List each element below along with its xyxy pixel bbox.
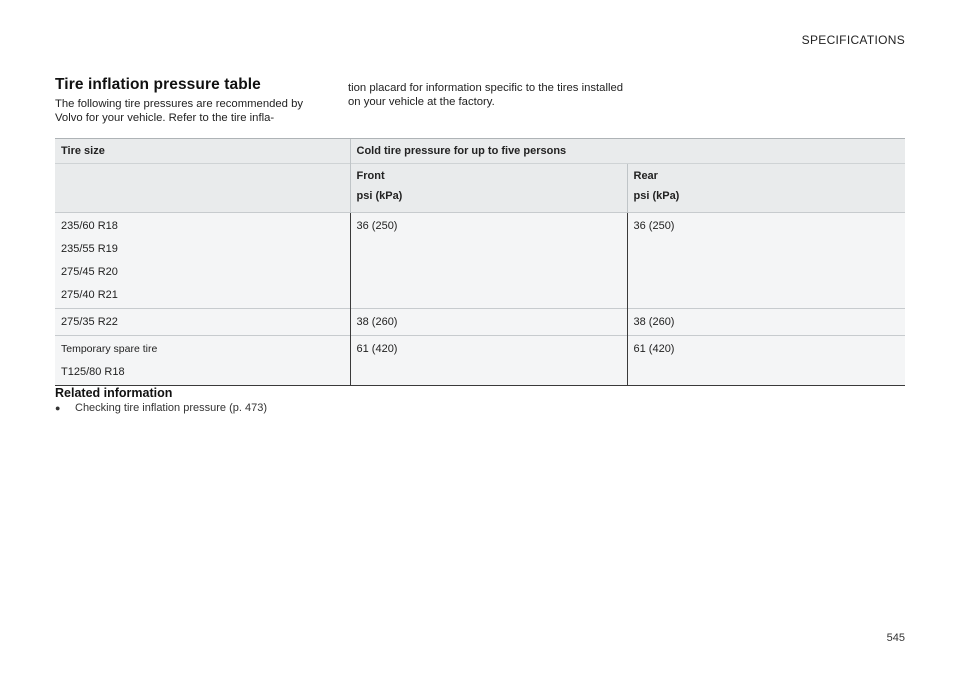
related-link-item[interactable]	[55, 402, 455, 414]
tire-size: T125/80 R18	[61, 366, 125, 378]
related-link[interactable]: Checking tire inflation pressure (p. 473)	[75, 402, 267, 414]
related-title: Related information	[55, 386, 173, 400]
table-row	[55, 336, 905, 386]
table-header-row	[55, 139, 905, 164]
table-row	[55, 309, 905, 336]
front-label: Front	[356, 170, 385, 182]
tire-size: 235/55 R19	[61, 243, 118, 255]
rear-unit: psi (kPa)	[633, 190, 680, 202]
bullet-icon: ●	[55, 403, 61, 413]
front-pressure-cell: 38 (260)	[350, 309, 627, 336]
front-pressure-cell: 61 (420)	[350, 336, 627, 386]
section-title: Tire inflation pressure table	[55, 76, 261, 93]
header-front	[350, 164, 627, 213]
tire-size: 275/40 R21	[61, 289, 118, 301]
front-pressure-cell: 36 (250)	[350, 213, 627, 309]
rear-pressure-cell: 36 (250)	[627, 213, 905, 309]
intro-left-column	[55, 76, 325, 125]
rear-pressure-cell: 38 (260)	[627, 309, 905, 336]
tire-size-cell	[55, 309, 350, 336]
running-head: SPECIFICATIONS	[801, 33, 905, 47]
header-empty-cell	[55, 164, 350, 213]
rear-label: Rear	[633, 170, 658, 182]
header-rear	[627, 164, 905, 213]
front-unit: psi (kPa)	[356, 190, 403, 202]
intro-text-left: The following tire pressures are recommended by Volvo for your vehicle. Refer to the tire infla-	[55, 98, 304, 124]
table-subheader-row	[55, 164, 905, 213]
intro-text-right: tion placard for information specific to the tires installed on your vehicle at the factory.	[348, 82, 624, 108]
tire-size-cell	[55, 213, 350, 309]
rear-pressure-cell: 61 (420)	[627, 336, 905, 386]
page-number: 545	[886, 632, 905, 644]
header-cold-pressure: Cold tire pressure for up to five persons	[350, 139, 905, 164]
table-row	[55, 213, 905, 309]
tire-pressure-table	[55, 138, 905, 386]
tire-size: 275/35 R22	[61, 316, 118, 328]
related-information	[55, 386, 455, 414]
header-tire-size: Tire size	[55, 139, 350, 164]
spare-tire-label: Temporary spare tire	[61, 343, 158, 355]
tire-size: 235/60 R18	[61, 220, 118, 232]
tire-size-cell	[55, 336, 350, 386]
tire-size: 275/45 R20	[61, 266, 118, 278]
